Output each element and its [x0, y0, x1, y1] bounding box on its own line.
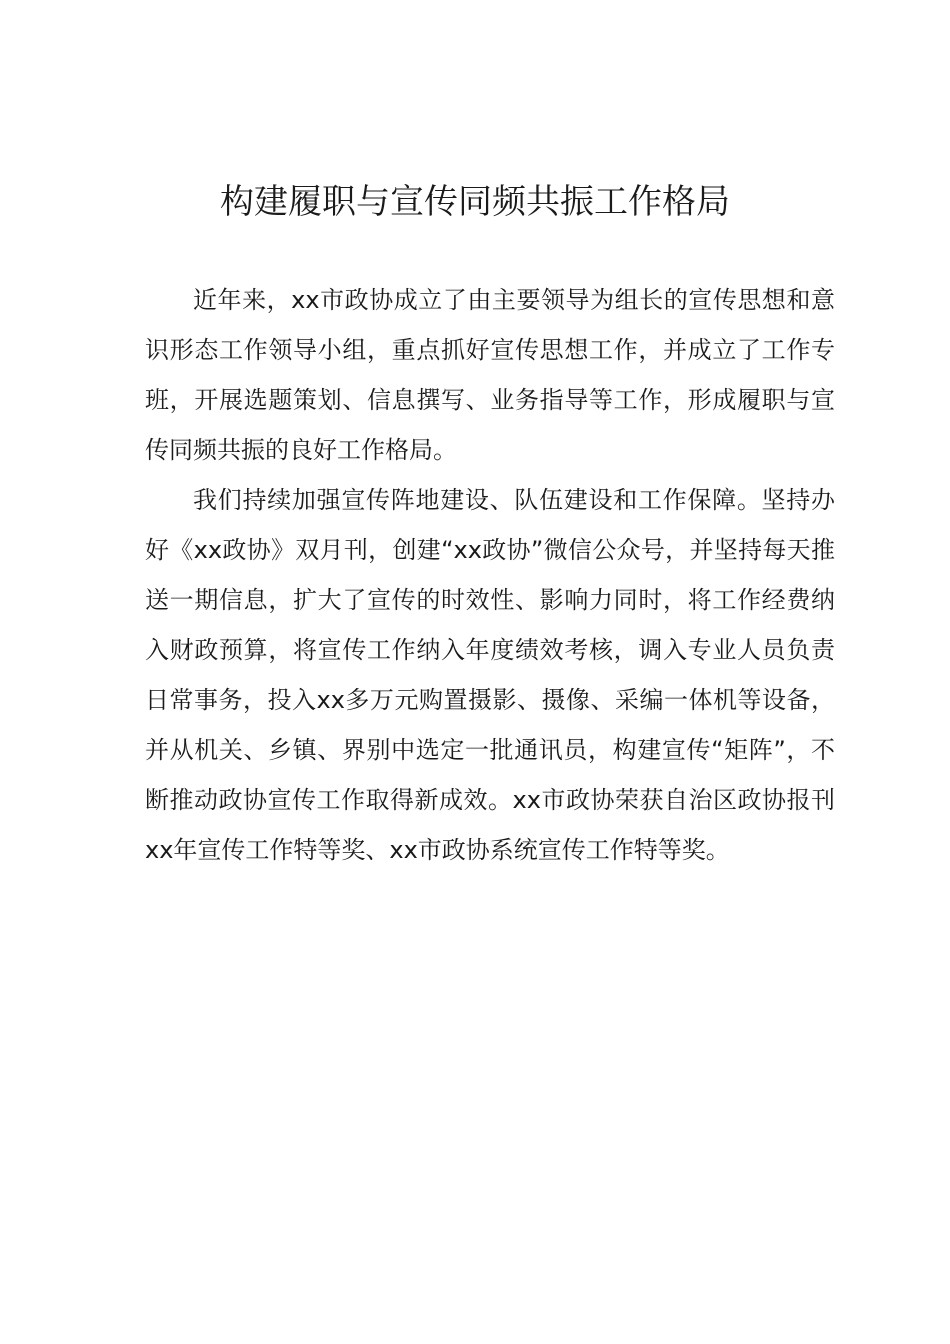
document-body	[145, 275, 835, 875]
paragraph-1: 近年来，xx市政协成立了由主要领导为组长的宣传思想和意识形态工作领导小组，重点抓好宣传思想工作，并成立了工作专班，开展选题策划、信息撰写、业务指导等工作，形成履职与宣传同频共振的良好工作格局。	[145, 286, 835, 464]
paragraph-2: 我们持续加强宣传阵地建设、队伍建设和工作保障。坚持办好《xx政协》双月刊，创建“xx政协”微信公众号，并坚持每天推送一期信息，扩大了宣传的时效性、影响力同时，将工作经费纳入财政预算，将宣传工作纳入年度绩效考核，调入专业人员负责日常事务，投入xx多万元购置摄影、摄像、采编一体机等设备，并从机关、乡镇、界别中选定一批通讯员，构建宣传“矩阵”，不断推动政协宣传工作取得新成效。xx市政协荣获自治区政协报刊xx年宣传工作特等奖、xx市政协系统宣传工作特等奖。	[145, 486, 835, 864]
document-title: 构建履职与宣传同频共振工作格局	[220, 182, 730, 222]
